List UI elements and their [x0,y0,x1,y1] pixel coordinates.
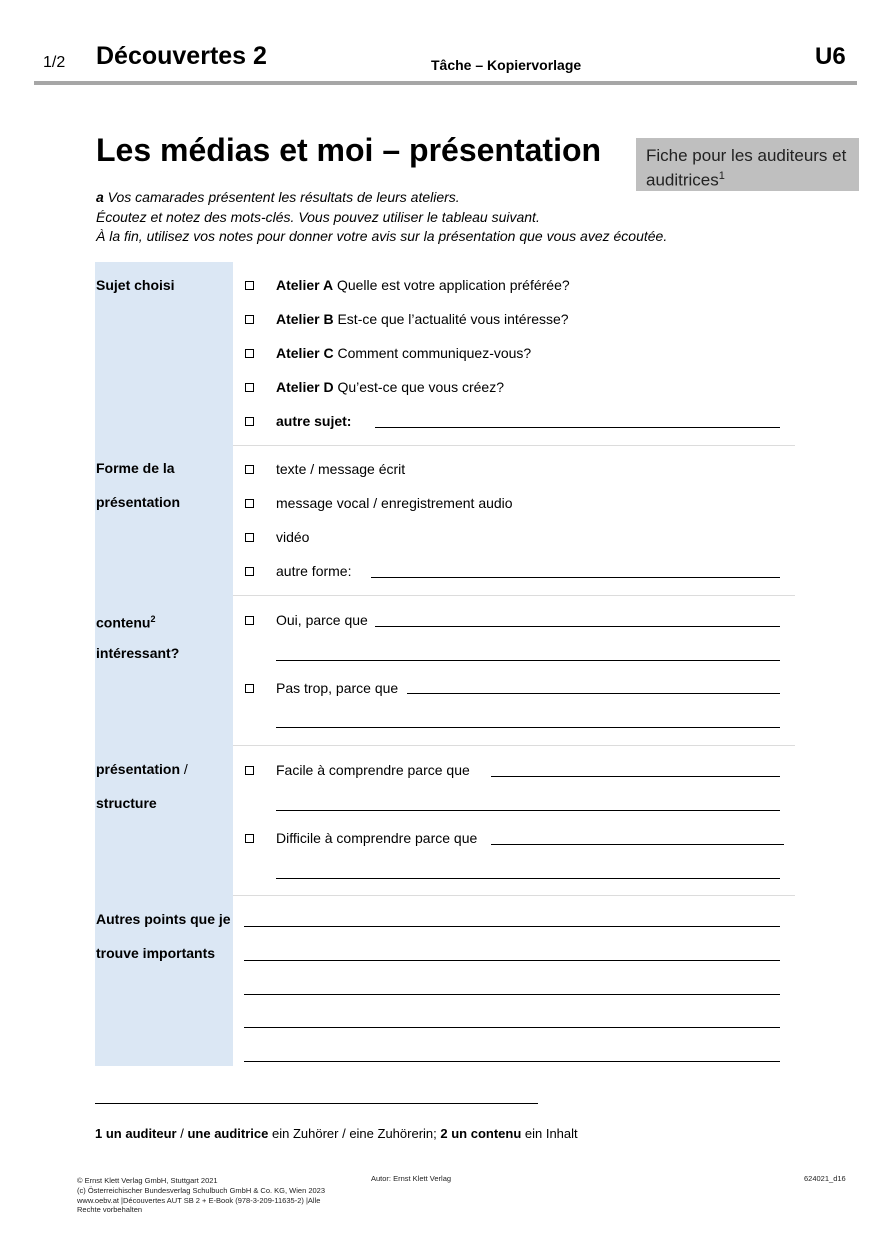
checkbox-atelier-b[interactable] [245,315,254,324]
write-line-oui[interactable] [375,626,780,627]
option-oui: Oui, parce que [276,612,368,628]
write-line-oui-2[interactable] [276,660,780,661]
sheet-label-footnote: 1 [718,170,725,182]
footnote: 1 un auditeur / une auditrice ein Zuhörer / eine Zuhörerin; 2 un contenu ein Inhalt [95,1126,578,1141]
option-message-vocal: message vocal / enregistrement audio [276,495,513,511]
label-autres-line2: trouve importants [96,945,216,961]
option-autre-forme: autre forme: [276,563,352,579]
option-texte: texte / message écrit [276,461,406,477]
write-line-difficile[interactable] [491,844,784,845]
row-separator [233,445,795,446]
option-difficile: Difficile à comprendre parce que [276,830,478,846]
write-line-autre-forme[interactable] [371,577,780,578]
row-separator [233,595,795,596]
author-credit: Autor: Ernst Klett Verlag [371,1174,452,1183]
label-structure-line1: présentation / [96,761,188,777]
checkbox-message-vocal[interactable] [245,499,254,508]
instruction-line-1: Vos camarades présentent les résultats de leurs ateliers. [103,189,460,205]
sheet-label-text: Fiche pour les auditeurs et auditrices [646,146,847,190]
footnote-divider [95,1103,538,1104]
option-pas-trop: Pas trop, parce que [276,680,399,696]
task-marker: a [96,189,104,205]
write-line-autres-4[interactable] [244,1027,780,1028]
sheet-label-box [636,138,859,191]
write-line-pas-trop-2[interactable] [276,727,780,728]
document-type: Tâche – Kopiervorlage [431,57,582,73]
page-title: Les médias et moi – présentation [96,132,602,168]
checkbox-difficile[interactable] [245,834,254,843]
label-contenu-line2: intéressant? [96,645,180,661]
write-line-autres-1[interactable] [244,926,780,927]
row-separator [233,745,795,746]
checkbox-pas-trop[interactable] [245,684,254,693]
page-number: 1/2 [43,54,66,71]
label-contenu-line1: contenu$^2$ [96,614,156,631]
option-atelier-d: Atelier D Qu’est-ce que vous créez? [276,379,504,395]
checkbox-atelier-a[interactable] [245,281,254,290]
instruction-line-2: Écoutez et notez des mots-clés. Vous pouvez utiliser le tableau suivant. [96,208,540,225]
write-line-pas-trop[interactable] [407,693,780,694]
label-sujet-choisi: Sujet choisi [96,277,175,293]
write-line-facile[interactable] [491,776,780,777]
checkbox-autre-forme[interactable] [245,567,254,576]
label-forme-line2: présentation [96,494,181,510]
option-atelier-b: Atelier B Est-ce que l’actualité vous intéresse? [276,311,569,327]
instruction-line-3: À la fin, utilisez vos notes pour donner votre avis sur la présentation que vous avez écoutée. [96,228,668,244]
option-atelier-a: Atelier A Quelle est votre application préférée? [276,277,570,293]
option-video: vidéo [276,529,310,545]
checkbox-oui[interactable] [245,616,254,625]
label-structure-line2: structure [96,795,157,811]
label-autres-line1: Autres points que je [96,911,231,927]
write-line-autre-sujet[interactable] [375,427,780,428]
checkbox-video[interactable] [245,533,254,542]
label-forme-line1: Forme de la [96,460,175,476]
option-facile: Facile à comprendre parce que [276,762,470,778]
header-divider [34,81,857,85]
copyright-notice: © Ernst Klett Verlag GmbH, Stuttgart 2021 (c) Österreichischer Bundesverlag Schulbuch GmbH & Co. KG, Wien 2023 www.oebv.at |Découvertes AUT SB 2 + E-Book (978-3-209-11635-2) |Alle Rechte vorbehalten [77,1176,326,1215]
option-atelier-c: Atelier C Comment communiquez-vous? [276,345,532,361]
checkbox-facile[interactable] [245,766,254,775]
option-autre-sujet: autre sujet: [276,413,352,429]
write-line-autres-5[interactable] [244,1061,780,1062]
instructions [96,188,667,247]
document-code: 624021_d16 [804,1174,846,1183]
write-line-facile-2[interactable] [276,810,780,811]
row-separator [233,895,795,896]
checkbox-autre-sujet[interactable] [245,417,254,426]
checkbox-atelier-c[interactable] [245,349,254,358]
write-line-autres-3[interactable] [244,994,780,995]
write-line-autres-2[interactable] [244,960,780,961]
checkbox-texte[interactable] [245,465,254,474]
unit-label: U6 [815,43,846,70]
write-line-difficile-2[interactable] [276,878,780,879]
checkbox-atelier-d[interactable] [245,383,254,392]
series-title: Découvertes 2 [96,42,267,70]
